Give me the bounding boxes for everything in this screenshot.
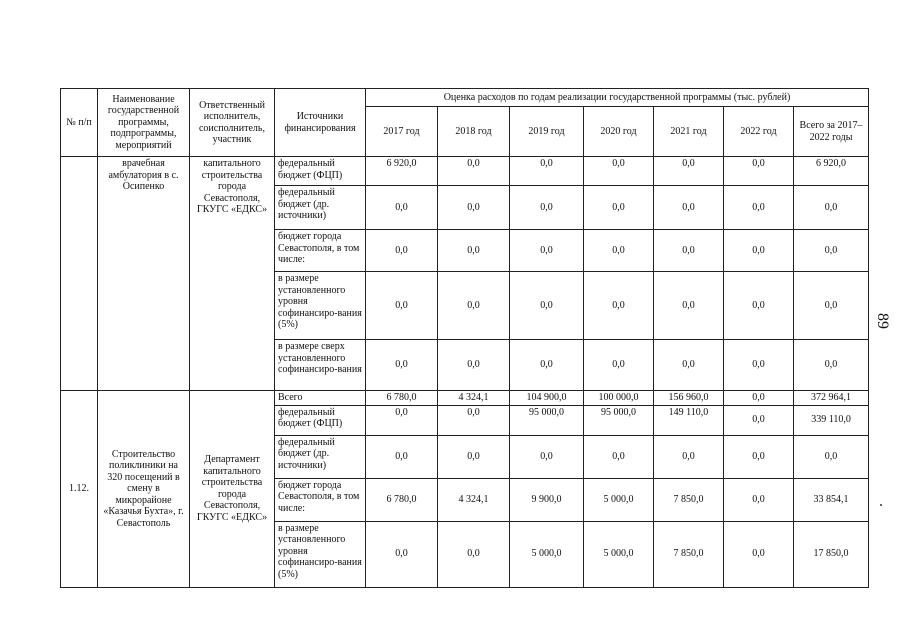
value-cell: 0,0 [584,186,654,230]
value-cell: 100 000,0 [584,391,654,406]
source-label: Всего [275,391,366,406]
source-label: федеральный бюджет (ФЦП) [275,405,366,435]
measure-executor: капитального строительства города Севастополя, ГКУГС «ЕДКС» [190,157,275,391]
header-sources: Источники финансирования [275,89,366,157]
value-cell: 7 850,0 [654,478,724,521]
value-cell: 0,0 [654,340,724,391]
value-cell: 9 900,0 [510,478,584,521]
value-cell: 0,0 [366,521,438,587]
value-cell: 0,0 [794,272,869,340]
value-cell: 0,0 [724,272,794,340]
value-cell: 0,0 [724,230,794,272]
value-cell: 0,0 [584,340,654,391]
source-label: в размере сверх установленного софинансиро-вания [275,340,366,391]
scan-speck [880,504,882,506]
value-cell: 156 960,0 [654,391,724,406]
value-cell: 7 850,0 [654,521,724,587]
value-cell: 6 920,0 [794,157,869,186]
value-cell: 0,0 [794,340,869,391]
value-cell: 4 324,1 [438,478,510,521]
source-label: федеральный бюджет (ФЦП) [275,157,366,186]
value-cell: 5 000,0 [584,478,654,521]
value-cell: 372 964,1 [794,391,869,406]
value-cell: 0,0 [510,435,584,478]
value-cell: 5 000,0 [510,521,584,587]
value-cell: 0,0 [510,157,584,186]
value-cell: 5 000,0 [584,521,654,587]
measure-name: Строительство поликлиники на 320 посещений в смену в микрорайоне «Казачья Бухта», г. Севастополь [98,391,190,588]
value-cell: 95 000,0 [510,405,584,435]
source-label: федеральный бюджет (др. источники) [275,186,366,230]
value-cell: 0,0 [366,186,438,230]
value-cell: 0,0 [724,186,794,230]
value-cell: 0,0 [724,478,794,521]
header-year-2021: 2021 год [654,107,724,157]
source-label: бюджет города Севастополя, в том числе: [275,230,366,272]
value-cell: 0,0 [724,391,794,406]
value-cell: 0,0 [654,272,724,340]
value-cell: 0,0 [724,405,794,435]
page-number: 89 [874,313,891,329]
value-cell: 33 854,1 [794,478,869,521]
header-year-2019: 2019 год [510,107,584,157]
measure-name: врачебная амбулатория в с. Осипенко [98,157,190,391]
value-cell: 6 780,0 [366,391,438,406]
value-cell: 339 110,0 [794,405,869,435]
header-year-total: Всего за 2017–2022 годы [794,107,869,157]
value-cell: 95 000,0 [584,405,654,435]
source-label: федеральный бюджет (др. источники) [275,435,366,478]
value-cell: 6 780,0 [366,478,438,521]
value-cell: 0,0 [438,272,510,340]
measure-executor: Департамент капитального строительства города Севастополя, ГКУГС «ЕДКС» [190,391,275,588]
header-year-2022: 2022 год [724,107,794,157]
value-cell: 0,0 [366,435,438,478]
value-cell: 0,0 [794,435,869,478]
header-year-2017: 2017 год [366,107,438,157]
value-cell: 0,0 [438,230,510,272]
header-year-2020: 2020 год [584,107,654,157]
row-num: 1.12. [61,391,98,588]
value-cell: 0,0 [794,230,869,272]
value-cell: 0,0 [510,230,584,272]
header-num: № п/п [61,89,98,157]
value-cell: 0,0 [724,157,794,186]
value-cell: 104 900,0 [510,391,584,406]
source-label: бюджет города Севастополя, в том числе: [275,478,366,521]
value-cell: 0,0 [510,272,584,340]
value-cell: 0,0 [584,230,654,272]
value-cell: 0,0 [654,435,724,478]
table-row [61,157,869,186]
value-cell: 0,0 [794,186,869,230]
value-cell: 0,0 [366,405,438,435]
value-cell: 0,0 [438,186,510,230]
value-cell: 0,0 [438,435,510,478]
table-row [61,391,869,406]
value-cell: 0,0 [438,157,510,186]
value-cell: 0,0 [584,435,654,478]
value-cell: 0,0 [438,405,510,435]
header-executor: Ответственный исполнитель, соисполнитель, участник [190,89,275,157]
value-cell: 4 324,1 [438,391,510,406]
value-cell: 0,0 [584,157,654,186]
value-cell: 0,0 [366,340,438,391]
source-label: в размере установленного уровня софинансиро-вания (5%) [275,272,366,340]
budget-table [60,88,869,588]
value-cell: 0,0 [438,521,510,587]
value-cell: 0,0 [724,435,794,478]
value-cell: 0,0 [438,340,510,391]
value-cell: 0,0 [510,340,584,391]
value-cell: 0,0 [654,186,724,230]
value-cell: 6 920,0 [366,157,438,186]
value-cell: 0,0 [654,230,724,272]
header-year-2018: 2018 год [438,107,510,157]
source-label: в размере установленного уровня софинансиро-вания (5%) [275,521,366,587]
header-estimate: Оценка расходов по годам реализации государственной программы (тыс. рублей) [366,89,869,107]
value-cell: 0,0 [366,272,438,340]
value-cell: 0,0 [366,230,438,272]
value-cell: 149 110,0 [654,405,724,435]
value-cell: 0,0 [724,521,794,587]
value-cell: 0,0 [510,186,584,230]
header-name: Наименование государственной программы, подпрограммы, мероприятий [98,89,190,157]
row-num-empty [61,157,98,391]
value-cell: 0,0 [654,157,724,186]
value-cell: 0,0 [724,340,794,391]
value-cell: 0,0 [584,272,654,340]
value-cell: 17 850,0 [794,521,869,587]
